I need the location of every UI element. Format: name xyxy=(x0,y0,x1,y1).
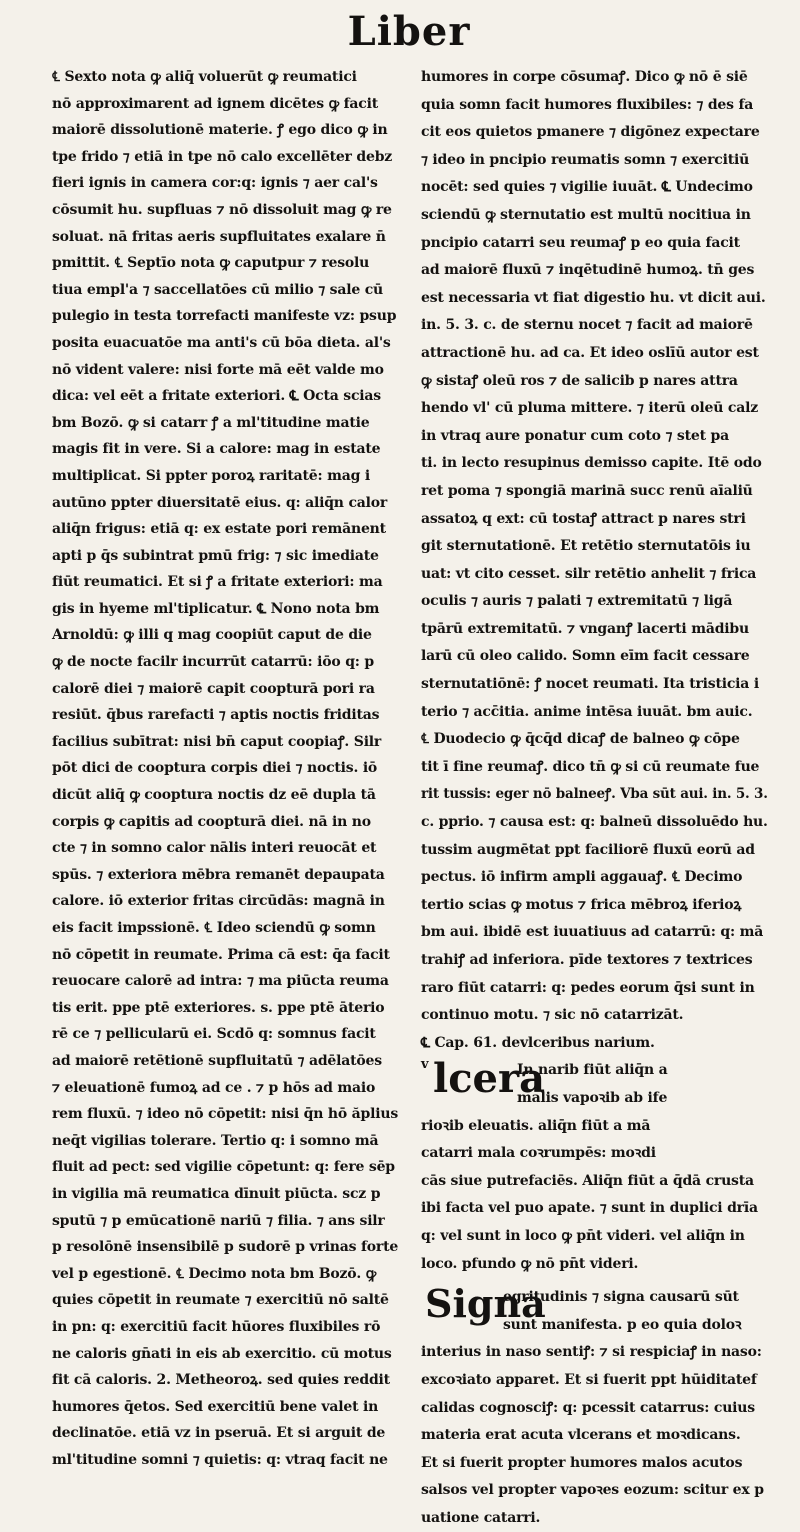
text-line: pmittit. ℄ Septīo nota ꝙ caputpur ⁊ resolu xyxy=(52,255,370,272)
text-line: continuo motu. ⁊ sic nō catarrizāt. xyxy=(421,1007,684,1024)
text-line: cās siue putrefaciēs. Aliq̄n fiūt a q̄dā crusta xyxy=(421,1172,754,1189)
text-line: sputū ⁊ p emūcationē nariū ⁊ filia. ⁊ ans silr xyxy=(52,1212,385,1229)
text-line: dica: vel eēt a fritate exteriori. ℄ Octa scias xyxy=(52,388,381,405)
text-line: tit ī fine reumaꝭ. dico tn̄ ꝙ si cū reumate fue xyxy=(421,758,760,775)
text-line: declinatōe. etiā vz in pseruā. Et si arguit de xyxy=(52,1425,386,1442)
text-line: calorē diei ⁊ maiorē capit coopturā pori ra xyxy=(52,680,375,697)
text-line: pulegio in testa torrefacti manifeste vz: psup xyxy=(52,308,397,325)
running-head-title: Liber xyxy=(347,8,471,55)
text-line: nocēt: sed quies ⁊ vigilie iuuāt. ℄ Undecimo xyxy=(421,179,753,196)
text-line: ad maiorē fluxū ⁊ inqētudinē humoꝝ. tn̄ ges xyxy=(421,262,755,279)
text-line: calore. iō exterior fritas circūdās: magnā in xyxy=(52,893,385,910)
text-line: malis vapoꝛib ab ife xyxy=(517,1089,668,1106)
text-line: ℄ Duodecio ꝙ q̄cq̄d dicaꝭ de balneo ꝙ cōpe xyxy=(421,731,740,748)
page-header xyxy=(0,6,800,58)
text-line: tis erit. ppe ptē exteriores. s. ppe ptē āterio xyxy=(52,999,385,1016)
chapter-61-section xyxy=(421,1057,771,1278)
text-line: fiūt reumatici. Et si ꝭ a fritate exteriori: ma xyxy=(52,574,383,591)
text-line: terio ⁊ acc̄itia. anime intēsa iuuāt. bm auic. xyxy=(421,703,753,720)
text-line: autūno ppter diuersitatē eius. q: aliq̄n calor xyxy=(52,494,388,511)
text-line: ⁊ eleuationē fumoꝝ ad ce . ⁊ p hōs ad maio xyxy=(52,1079,376,1096)
text-line: posita euacuatōe ma anti's cū bōa dieta. al's xyxy=(52,334,391,351)
text-line: ad maiorē retētionē supfluitatū ⁊ adēlatōes xyxy=(52,1052,382,1069)
text-line: in pn: q: exercitiū facit hūores fluxibiles rō xyxy=(52,1318,381,1335)
text-line: In narib fiūt aliq̄n a xyxy=(517,1062,668,1079)
text-line: ti. in lecto resupinus demisso capite. Itē odo xyxy=(421,455,762,472)
text-line: rem fluxū. ⁊ ideo nō cōpetit: nisi q̄n hō ăplius xyxy=(52,1106,399,1123)
text-line: est necessaria vt fiat digestio hu. vt dicit aui. xyxy=(421,289,766,306)
signa-section xyxy=(421,1281,771,1532)
chapter-guide-letter: v xyxy=(421,1057,429,1073)
text-line: apti p q̄s subintrat pmū frig: ⁊ sic imediate xyxy=(52,547,379,564)
text-line: catarri mala coꝛrumpēs: moꝛdi xyxy=(421,1145,656,1162)
text-line: Et si fuerit propter humores malos acutos xyxy=(421,1454,743,1471)
text-line: salsos vel propter vapoꝛes eozum: scitur ex p xyxy=(421,1482,764,1499)
text-line: egritudinis ⁊ signa causarū sūt xyxy=(503,1289,739,1306)
text-line: larū cū oleo calido. Somn eīm facit cessare xyxy=(421,648,750,665)
text-line: pectus. iō infirm ampli aggauaꝭ. ℄ Decimo xyxy=(421,869,743,886)
text-line: rē ce ⁊ pellicularū ei. Scdō q: somnus facit xyxy=(52,1026,376,1043)
text-line: ne caloris gn̄ati in eis ab exercitio. cū motus xyxy=(52,1345,392,1362)
text-line: tpārū extremitatū. ⁊ vnganꝭ lacerti mādibu xyxy=(421,620,749,637)
text-line: spūs. ⁊ exteriora mēbra remanēt depaupata xyxy=(52,866,385,883)
text-line: ⁊ ideo in pncipio reumatis somn ⁊ exercitiū xyxy=(421,151,750,168)
text-line: fieri ignis in camera cor:q: ignis ⁊ aer cal's xyxy=(52,175,378,192)
text-line: humores in corpe cōsumaꝭ. Dico ꝙ nō ē siē xyxy=(421,69,748,85)
text-line: humores q̄etos. Sed exercitiū bene valet in xyxy=(52,1398,379,1415)
text-line: ml'titudine somni ⁊ quietis: q: vtraq facit ne xyxy=(52,1451,388,1468)
text-line: excoꝛiato apparet. Et si fuerit ppt hūiditatef xyxy=(421,1371,757,1388)
text-line: facilius subītrat: nisi bn̄ caput coopiaꝭ. Silr xyxy=(52,733,382,750)
text-line: bm aui. ibidē est iuuatiuus ad catarrū: q: mā xyxy=(421,924,764,941)
text-line: quia somn facit humores fluxibiles: ⁊ des fa xyxy=(421,96,754,113)
text-line: ℄ Cap. 61. devlceribus narium. xyxy=(421,1034,655,1051)
text-line: interius in naso sentiꝭ: ⁊ si respiciaꝭ in naso: xyxy=(421,1344,762,1361)
text-line: maiorē dissolutionē materie. ꝭ ego dico ꝙ in xyxy=(52,122,388,139)
text-line: magis fit in vere. Si a calore: mag in estate xyxy=(52,441,381,458)
text-line: rit tussis: eger nō balneeꝭ. Vba sūt aui. in. 5. 3. xyxy=(421,786,768,803)
text-line: tussim augmētat ppt faciliorē fluxū eorū ad xyxy=(421,841,755,858)
right-text-column xyxy=(421,64,771,1526)
text-line: sciendū ꝙ sternutatio est multū nocitiua in xyxy=(421,206,751,223)
text-line: nō vident valere: nisi forte mā eēt valde mo xyxy=(52,361,384,378)
text-line: gis in hyeme ml'tiplicatur. ℄ Nono nota bm xyxy=(52,600,380,617)
text-line: oculis ⁊ auris ⁊ palati ⁊ extremitatū ⁊ ligā xyxy=(421,593,733,610)
text-line: raro fiūt catarri: q: pedes eorum q̄si sunt in xyxy=(421,979,755,996)
text-line: pōt dici de cooptura corpis diei ⁊ noctis. iō xyxy=(52,760,378,777)
text-line: soluat. nā fritas aeris supfluitates exalare n̄ xyxy=(52,228,386,245)
text-line: neq̄t vigilias tolerare. Tertio q: i somno mā xyxy=(52,1132,379,1149)
text-line: uat: vt cito cesset. silr retētio anhelit ⁊ frica xyxy=(421,565,757,582)
text-line: trahiꝭ ad inferiora. pīde textores ⁊ textrices xyxy=(421,952,753,968)
text-line: p resolōnē insensibilē p sudorē p vrinas forte xyxy=(52,1239,399,1256)
text-line: corpis ꝙ capitis ad coopturā diei. nā in no xyxy=(52,813,371,830)
text-line: nō approximarent ad ignem dicētes ꝙ facit xyxy=(52,95,378,112)
text-line: ꝙ sistaꝭ oleū ros ⁊ de salicib p nares attra xyxy=(421,372,738,389)
text-line: reuocare calorē ad intra: ⁊ ma piūcta reuma xyxy=(52,973,389,990)
text-line: fit cā caloris. 2. Metheoroꝝ. sed quies reddit xyxy=(52,1372,390,1389)
text-line: pncipio catarri seu reumaꝭ p eo quia facit xyxy=(421,234,740,251)
text-line: tpe frido ⁊ etiā in tpe nō calo excellēter debz xyxy=(52,148,393,165)
text-line: cte ⁊ in somno calor nālis interi reuocāt et xyxy=(52,840,377,857)
text-line: sternutatiōnē: ꝭ nocet reumati. Ita tristicia i xyxy=(421,676,759,693)
text-line: loco. pfundo ꝙ nō pn̄t videri. xyxy=(421,1255,639,1272)
text-line: sunt manifesta. p eo quia doloꝛ xyxy=(503,1316,742,1333)
text-line: in vtraq aure ponatur cum coto ⁊ stet pa xyxy=(421,427,729,444)
text-line: hendo vl' cū pluma mittere. ⁊ iterū oleū calz xyxy=(421,400,758,417)
chapter-initial-word: lcera xyxy=(433,1055,545,1103)
text-line: uatione catarri. xyxy=(421,1509,541,1526)
text-line: resiūt. q̄bus rarefacti ⁊ aptis noctis friditas xyxy=(52,707,380,724)
text-line: calidas cognosciꝭ: q: pcessit catarrus: cuius xyxy=(421,1399,755,1416)
text-line: tertio scias ꝙ motus ⁊ frica mēbroꝝ iferioꝝ xyxy=(421,896,742,913)
text-line: tiua empl'a ⁊ saccellatōes cū milio ⁊ sale cū xyxy=(52,281,384,298)
text-line: git sternutationē. Et retētio sternutatōis iu xyxy=(421,538,751,555)
text-line: assatoꝝ q ext: cū tostaꝭ attract p nares stri xyxy=(421,510,746,527)
text-line: in. 5. 3. c. de sternu nocet ⁊ facit ad maiorē xyxy=(421,317,753,334)
left-text-column xyxy=(52,64,407,1468)
text-line: ret poma ⁊ spongiā marinā succ renū aīaliū xyxy=(421,482,753,499)
text-line: c. pprio. ⁊ causa est: q: balneū dissoluēdo hu. xyxy=(421,814,768,831)
text-line: q: vel sunt in loco ꝙ pn̄t videri. vel aliq̄n in xyxy=(421,1227,745,1244)
text-line: dicūt aliq̄ ꝙ cooptura noctis dz eē dupla tā xyxy=(52,787,376,804)
text-line: nō cōpetit in reumate. Prima cā est: q̄a facit xyxy=(52,946,390,963)
text-line: materia erat acuta vlcerans et moꝛdicans. xyxy=(421,1427,741,1444)
text-line: cit eos quietos pmanere ⁊ digōnez expectare xyxy=(421,124,760,141)
text-line: rioꝛib eleuatis. aliq̄n fiūt a mā xyxy=(421,1117,651,1134)
text-line: cōsumit hu. supfluas ⁊ nō dissoluit mag ꝙ re xyxy=(52,201,392,218)
text-line: eis facit impssionē. ℄ Ideo sciendū ꝙ somn xyxy=(52,920,376,936)
text-line: fluit ad pect: sed vigilie cōpetunt: q: fere sēp xyxy=(52,1159,395,1176)
text-line: in vigilia mā reumatica dīnuit piūcta. scz p xyxy=(52,1185,381,1202)
text-line: ibi facta vel puo apate. ⁊ sunt in duplici drīa xyxy=(421,1200,758,1217)
text-line: aliq̄n frigus: etiā q: ex estate pori remānent xyxy=(52,521,386,538)
signa-initial-word: Signa xyxy=(425,1281,546,1327)
text-line: quies cōpetit in reumate ⁊ exercitiū nō saltē xyxy=(52,1292,389,1309)
text-line: ℄ Sexto nota ꝙ aliq̄ voluerūt ꝙ reumatici xyxy=(52,69,357,85)
right-column-body xyxy=(421,64,771,1057)
text-line: Arnoldū: ꝙ illi q mag coopiūt caput de die xyxy=(52,627,372,644)
text-line: ꝙ de nocte facilr incurrūt catarrū: iōo q: p xyxy=(52,654,375,671)
text-line: vel p egestionē. ℄ Decimo nota bm Bozō. ꝙ xyxy=(52,1265,377,1282)
text-line: bm Bozō. ꝙ si catarr ꝭ a ml'titudine matie xyxy=(52,414,370,431)
text-line: attractionē hu. ad ca. Et ideo oslīū autor est xyxy=(421,344,759,361)
text-line: multiplicat. Si ppter poroꝝ raritatē: mag i xyxy=(52,467,371,484)
